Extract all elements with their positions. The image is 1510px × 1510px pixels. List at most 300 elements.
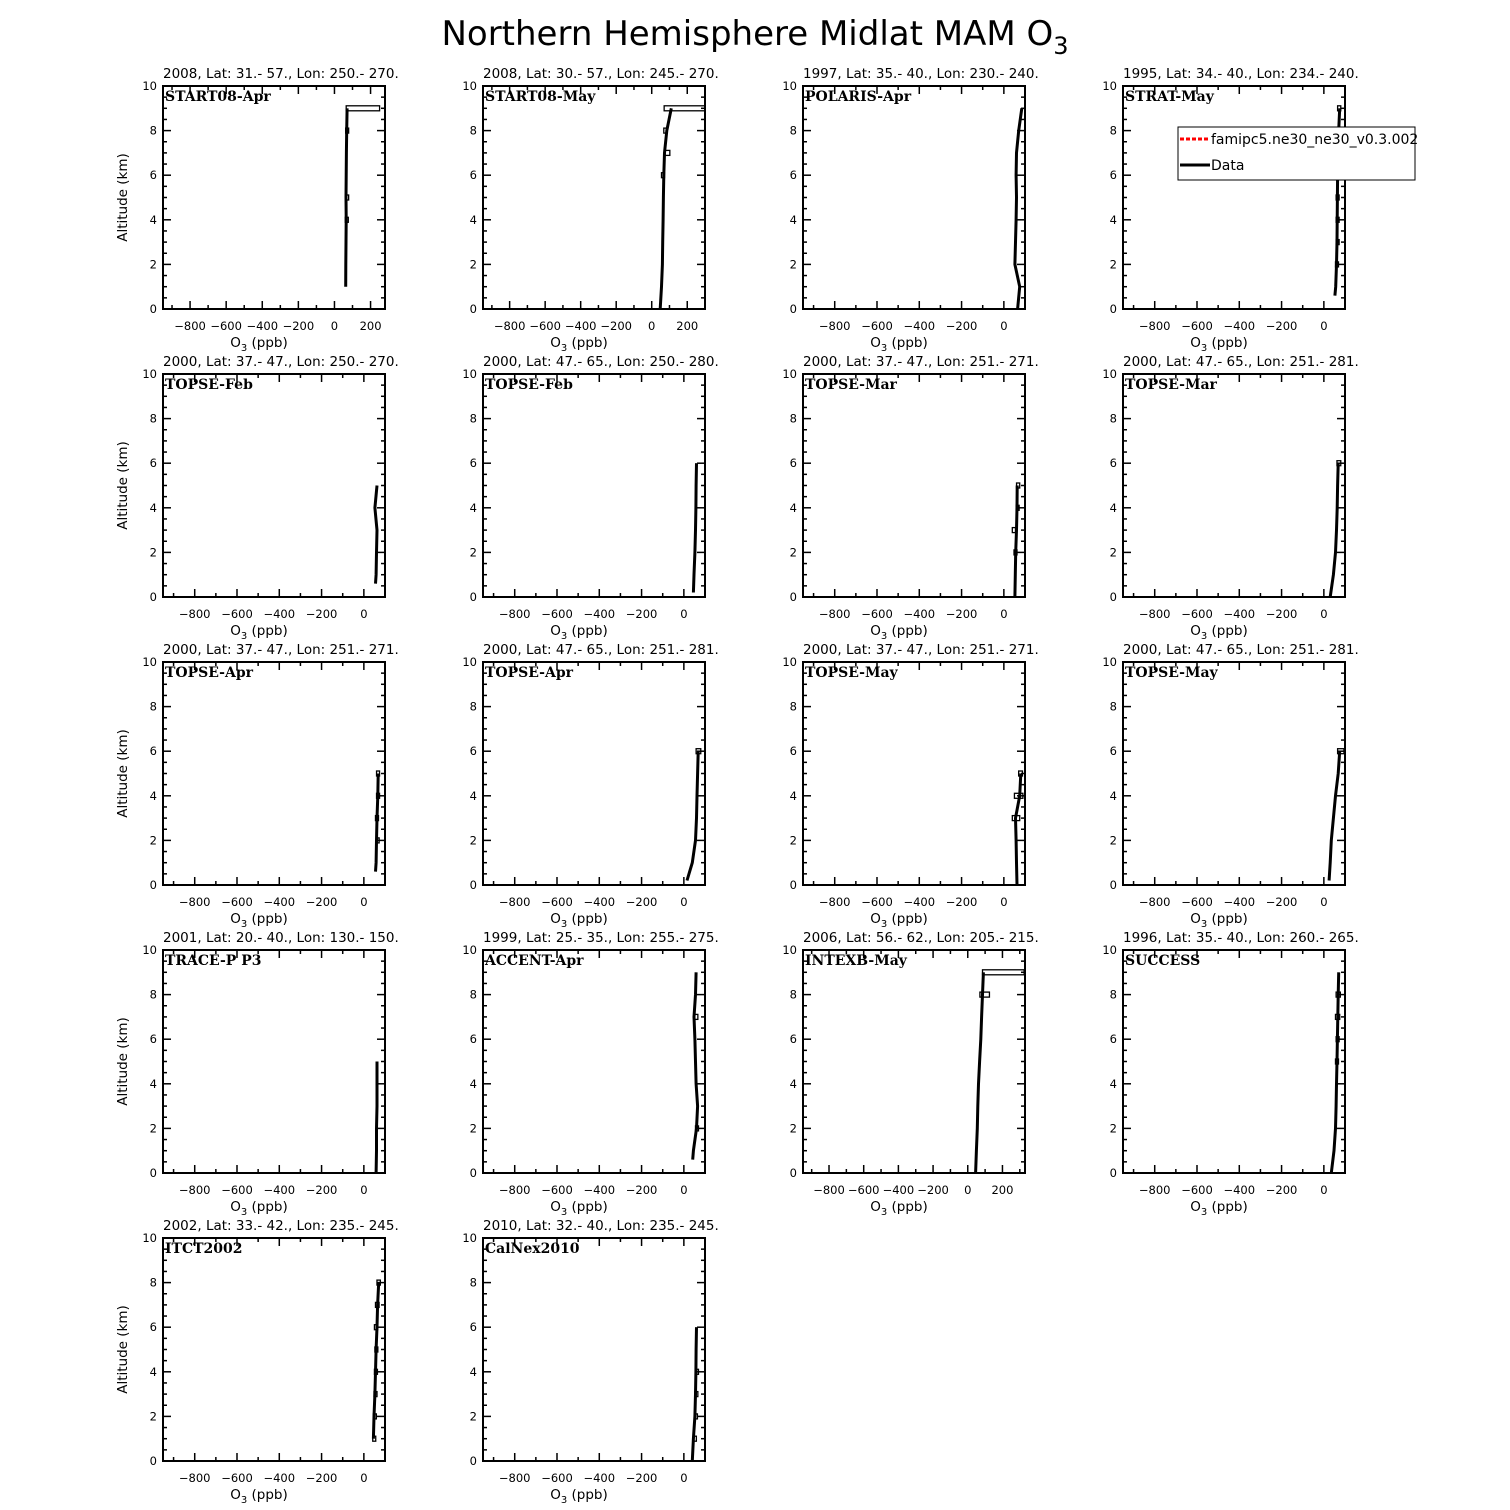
- y-tick-label: 8: [469, 123, 477, 138]
- x-tick-label: 0: [680, 895, 688, 909]
- data-series-line: [346, 108, 347, 286]
- x-tick-label: −400: [1223, 607, 1256, 621]
- data-series-line: [1331, 972, 1338, 1173]
- plot-frame: [483, 374, 705, 597]
- y-tick-label: 8: [789, 699, 797, 714]
- x-tick-label: −600: [1181, 607, 1213, 621]
- y-tick-label: 4: [1109, 1076, 1117, 1091]
- plot-frame: [803, 374, 1025, 597]
- x-tick-label: −800: [178, 895, 211, 909]
- x-tick-label: 200: [359, 319, 382, 333]
- y-tick-label: 10: [1102, 655, 1117, 669]
- campaign-label: TOPSE-Feb: [485, 377, 573, 393]
- x-tick-label: 0: [1000, 319, 1008, 333]
- y-tick-label: 6: [469, 1032, 477, 1047]
- y-tick-label: 4: [469, 500, 477, 515]
- campaign-label: SUCCESS: [1125, 953, 1201, 969]
- y-tick-label: 10: [142, 79, 157, 93]
- x-tick-label: −800: [498, 1471, 531, 1485]
- y-tick-label: 8: [469, 987, 477, 1002]
- panel-10: [462, 642, 718, 930]
- panel-14: [462, 930, 718, 1218]
- y-tick-label: 2: [149, 1409, 157, 1424]
- data-series-line: [1015, 486, 1017, 598]
- campaign-label: TOPSE-May: [805, 665, 898, 681]
- x-tick-label: −600: [221, 1183, 253, 1197]
- panel-title: 2000, Lat: 47.- 65., Lon: 251.- 281.: [1123, 642, 1359, 658]
- x-tick-label: −400: [263, 607, 296, 621]
- y-tick-label: 2: [789, 1121, 797, 1136]
- x-tick-label: −800: [498, 1183, 531, 1197]
- panel-title: 2000, Lat: 47.- 65., Lon: 250.- 280.: [483, 354, 719, 370]
- panel-title: 1999, Lat: 25.- 35., Lon: 255.- 275.: [483, 930, 719, 946]
- y-tick-label: 6: [469, 168, 477, 183]
- x-tick-label: 0: [360, 895, 368, 909]
- x-tick-label: −600: [861, 319, 893, 333]
- panel-9: [115, 642, 399, 930]
- y-tick-label: 0: [469, 1166, 477, 1180]
- y-tick-label: 6: [149, 1320, 157, 1335]
- x-tick-label: −800: [818, 319, 851, 333]
- y-tick-label: 2: [149, 257, 157, 272]
- data-series-line: [693, 972, 698, 1159]
- y-axis-label: Altitude (km): [115, 1305, 131, 1394]
- x-tick-label: −400: [903, 607, 936, 621]
- y-tick-label: 0: [469, 302, 477, 316]
- x-tick-label: −400: [1223, 1183, 1256, 1197]
- x-tick-label: −600: [221, 1471, 253, 1485]
- y-tick-label: 10: [1102, 79, 1117, 93]
- y-tick-label: 2: [789, 257, 797, 272]
- y-tick-label: 6: [469, 1320, 477, 1335]
- figure-title: [441, 14, 1068, 60]
- y-tick-label: 6: [469, 744, 477, 759]
- y-tick-label: 4: [469, 212, 477, 227]
- panels: [115, 66, 1359, 1506]
- y-tick-label: 0: [1109, 302, 1117, 316]
- panel-title: 2006, Lat: 56.- 62., Lon: 205.- 215.: [803, 930, 1039, 946]
- panel-title: 2001, Lat: 20.- 40., Lon: 130.- 150.: [163, 930, 399, 946]
- x-tick-label: −400: [564, 319, 597, 333]
- y-tick-label: 2: [469, 833, 477, 848]
- panel-title: 2008, Lat: 30.- 57., Lon: 245.- 270.: [483, 66, 719, 82]
- x-tick-label: −600: [541, 1183, 573, 1197]
- plot-frame: [483, 662, 705, 885]
- y-tick-label: 0: [789, 302, 797, 316]
- x-tick-label: −800: [178, 607, 211, 621]
- campaign-label: TOPSE-May: [1125, 665, 1218, 681]
- x-tick-label: 0: [648, 319, 656, 333]
- x-tick-label: 200: [676, 319, 699, 333]
- x-tick-label: 0: [1320, 319, 1328, 333]
- campaign-label: START08-May: [485, 89, 596, 105]
- y-tick-label: 6: [1109, 1032, 1117, 1047]
- x-tick-label: −400: [903, 895, 936, 909]
- plot-frame: [1123, 662, 1345, 885]
- y-tick-label: 4: [149, 788, 157, 803]
- x-tick-label: −800: [178, 1471, 211, 1485]
- panel-title: 2000, Lat: 37.- 47., Lon: 251.- 271.: [803, 354, 1039, 370]
- x-axis-label: $O_3$ (ppb): [870, 911, 928, 930]
- x-tick-label: −800: [178, 1183, 211, 1197]
- x-tick-label: −600: [529, 319, 561, 333]
- plot-frame: [803, 950, 1025, 1173]
- y-axis-label: Altitude (km): [115, 153, 131, 242]
- plot-frame: [483, 86, 705, 309]
- x-tick-label: −600: [1181, 319, 1213, 333]
- x-tick-label: 0: [680, 1183, 688, 1197]
- y-tick-label: 2: [469, 1409, 477, 1424]
- campaign-label: ACCENT-Apr: [485, 953, 584, 969]
- x-tick-label: −200: [1265, 1183, 1298, 1197]
- plot-frame: [1123, 86, 1345, 309]
- panel-12: [1102, 642, 1358, 930]
- x-tick-label: −200: [1265, 319, 1298, 333]
- x-tick-label: −800: [498, 607, 531, 621]
- campaign-label: TOPSE-Mar: [1125, 377, 1217, 393]
- legend-label: famipc5.ne30_ne30_v0.3.002: [1211, 132, 1419, 148]
- y-tick-label: 8: [469, 1275, 477, 1290]
- y-tick-label: 8: [149, 699, 157, 714]
- data-series-line: [1330, 463, 1338, 597]
- x-tick-label: −800: [818, 895, 851, 909]
- y-tick-label: 4: [149, 500, 157, 515]
- panel-2: [462, 66, 718, 354]
- x-tick-label: −400: [903, 319, 936, 333]
- x-tick-label: −400: [1223, 895, 1256, 909]
- x-axis-label: $O_3$ (ppb): [870, 623, 928, 642]
- y-tick-label: 8: [789, 411, 797, 426]
- figure-title-subscript: 3: [1053, 32, 1069, 60]
- x-tick-label: −600: [221, 895, 253, 909]
- y-tick-label: 8: [149, 411, 157, 426]
- y-tick-label: 6: [149, 744, 157, 759]
- x-axis-label: $O_3$ (ppb): [230, 623, 288, 642]
- panel-5: [115, 354, 399, 642]
- x-tick-label: −800: [1138, 607, 1171, 621]
- y-tick-label: 2: [469, 257, 477, 272]
- x-tick-label: −200: [917, 1183, 949, 1197]
- y-tick-label: 8: [1109, 987, 1117, 1002]
- x-tick-label: −400: [583, 607, 616, 621]
- x-tick-label: −200: [625, 895, 658, 909]
- panel-13: [115, 930, 399, 1218]
- campaign-label: POLARIS-Apr: [805, 89, 912, 105]
- y-tick-label: 8: [149, 987, 157, 1002]
- y-tick-label: 10: [142, 655, 157, 669]
- y-tick-label: 0: [789, 878, 797, 892]
- x-axis-label: $O_3$ (ppb): [230, 335, 288, 354]
- data-series-line: [1016, 774, 1021, 886]
- x-tick-label: 0: [680, 607, 688, 621]
- plot-frame: [163, 1238, 385, 1461]
- data-series-line: [660, 108, 671, 309]
- y-tick-label: 4: [149, 1076, 157, 1091]
- x-tick-label: −400: [1223, 319, 1256, 333]
- x-tick-label: 0: [680, 1471, 688, 1485]
- y-tick-label: 10: [142, 367, 157, 381]
- legend: [1178, 127, 1418, 180]
- data-series-line: [687, 751, 698, 880]
- x-tick-label: −400: [263, 895, 296, 909]
- y-tick-label: 10: [782, 79, 797, 93]
- x-tick-label: 200: [991, 1183, 1014, 1197]
- y-tick-label: 8: [149, 1275, 157, 1290]
- y-tick-label: 10: [462, 655, 477, 669]
- x-axis-label: $O_3$ (ppb): [1190, 911, 1248, 930]
- panel-title: 2000, Lat: 37.- 47., Lon: 251.- 271.: [163, 642, 399, 658]
- y-tick-label: 2: [1109, 545, 1117, 560]
- panel-title: 1996, Lat: 35.- 40., Lon: 260.- 265.: [1123, 930, 1359, 946]
- panel-17: [115, 1218, 399, 1506]
- x-tick-label: −200: [282, 319, 315, 333]
- y-axis-label: Altitude (km): [115, 441, 131, 530]
- y-tick-label: 2: [469, 1121, 477, 1136]
- y-tick-label: 10: [782, 943, 797, 957]
- y-tick-label: 0: [469, 1454, 477, 1468]
- x-tick-label: −800: [1138, 319, 1171, 333]
- x-axis-label: $O_3$ (ppb): [1190, 1199, 1248, 1218]
- data-series-line: [376, 1062, 377, 1174]
- x-tick-label: −400: [583, 1183, 616, 1197]
- y-tick-label: 6: [789, 744, 797, 759]
- y-tick-label: 4: [789, 788, 797, 803]
- panel-title: 2010, Lat: 32.- 40., Lon: 235.- 245.: [483, 1218, 719, 1234]
- panel-8: [1102, 354, 1358, 642]
- x-axis-label: $O_3$ (ppb): [230, 1487, 288, 1506]
- panel-18: [462, 1218, 718, 1506]
- y-tick-label: 10: [462, 1231, 477, 1245]
- y-tick-label: 10: [782, 367, 797, 381]
- figure-title-main: Northern Hemisphere Midlat MAM O: [441, 14, 1054, 54]
- plot-frame: [483, 1238, 705, 1461]
- y-tick-label: 2: [1109, 833, 1117, 848]
- plot-frame: [163, 950, 385, 1173]
- campaign-label: TOPSE-Apr: [485, 665, 574, 681]
- x-tick-label: 0: [1320, 607, 1328, 621]
- x-tick-label: 0: [1000, 895, 1008, 909]
- x-axis-label: $O_3$ (ppb): [550, 1199, 608, 1218]
- panel-1: [115, 66, 399, 354]
- campaign-label: ITCT2002: [165, 1241, 243, 1257]
- y-tick-label: 8: [789, 987, 797, 1002]
- data-series-line: [1329, 751, 1340, 880]
- y-tick-label: 2: [149, 1121, 157, 1136]
- y-tick-label: 8: [469, 411, 477, 426]
- y-tick-label: 8: [149, 123, 157, 138]
- plot-frame: [163, 662, 385, 885]
- campaign-label: TOPSE-Feb: [165, 377, 253, 393]
- y-tick-label: 10: [1102, 367, 1117, 381]
- y-tick-label: 6: [149, 168, 157, 183]
- x-tick-label: −600: [541, 607, 573, 621]
- x-tick-label: −200: [625, 1183, 658, 1197]
- panel-title: 2000, Lat: 47.- 65., Lon: 251.- 281.: [1123, 354, 1359, 370]
- x-tick-label: 0: [1000, 607, 1008, 621]
- panel-title: 2002, Lat: 33.- 42., Lon: 235.- 245.: [163, 1218, 399, 1234]
- y-tick-label: 10: [782, 655, 797, 669]
- panel-7: [782, 354, 1038, 642]
- y-tick-label: 4: [1109, 212, 1117, 227]
- x-tick-label: 0: [360, 1471, 368, 1485]
- x-tick-label: 0: [330, 319, 339, 333]
- campaign-label: START08-Apr: [165, 89, 271, 105]
- plot-frame: [483, 950, 705, 1173]
- data-series-line: [1015, 108, 1022, 309]
- x-tick-label: −600: [221, 607, 253, 621]
- y-tick-label: 2: [149, 833, 157, 848]
- x-axis-label: $O_3$ (ppb): [550, 1487, 608, 1506]
- y-tick-label: 6: [789, 1032, 797, 1047]
- x-tick-label: −200: [625, 1471, 658, 1485]
- y-tick-label: 6: [1109, 744, 1117, 759]
- y-tick-label: 0: [149, 1454, 157, 1468]
- x-tick-label: −400: [583, 1471, 616, 1485]
- x-tick-label: −800: [818, 607, 851, 621]
- y-tick-label: 4: [789, 212, 797, 227]
- x-tick-label: −200: [1265, 607, 1298, 621]
- y-tick-label: 10: [142, 943, 157, 957]
- y-axis-label: Altitude (km): [115, 1017, 131, 1106]
- campaign-label: INTEXB-May: [805, 953, 907, 969]
- plot-frame: [1123, 950, 1345, 1173]
- y-tick-label: 4: [789, 1076, 797, 1091]
- plot-frame: [163, 374, 385, 597]
- plot-frame: [803, 662, 1025, 885]
- y-axis-label: Altitude (km): [115, 729, 131, 818]
- y-tick-label: 2: [789, 833, 797, 848]
- panel-16: [1102, 930, 1358, 1218]
- y-tick-label: 2: [789, 545, 797, 560]
- x-tick-label: −200: [625, 607, 658, 621]
- x-tick-label: −200: [1265, 895, 1298, 909]
- y-tick-label: 0: [149, 1166, 157, 1180]
- x-tick-label: 0: [1320, 895, 1328, 909]
- y-tick-label: 6: [469, 456, 477, 471]
- x-tick-label: −400: [246, 319, 279, 333]
- data-series-line: [693, 463, 696, 592]
- x-axis-label: $O_3$ (ppb): [1190, 335, 1248, 354]
- x-tick-label: −800: [493, 319, 526, 333]
- x-tick-label: −800: [813, 1183, 845, 1197]
- y-tick-label: 6: [1109, 168, 1117, 183]
- y-tick-label: 4: [469, 1076, 477, 1091]
- data-series-line: [376, 774, 379, 872]
- y-tick-label: 4: [469, 1364, 477, 1379]
- campaign-label: TOPSE-Apr: [165, 665, 254, 681]
- panel-title: 2000, Lat: 37.- 47., Lon: 250.- 270.: [163, 354, 399, 370]
- range-box: [983, 970, 1025, 975]
- y-tick-label: 4: [1109, 788, 1117, 803]
- panel-title: 2008, Lat: 31.- 57., Lon: 250.- 270.: [163, 66, 399, 82]
- y-tick-label: 6: [789, 168, 797, 183]
- y-tick-label: 2: [469, 545, 477, 560]
- x-tick-label: −200: [600, 319, 632, 333]
- x-tick-label: −400: [263, 1471, 296, 1485]
- x-axis-label: $O_3$ (ppb): [550, 623, 608, 642]
- x-tick-label: −200: [305, 1471, 338, 1485]
- x-tick-label: −600: [541, 895, 573, 909]
- plot-frame: [1123, 374, 1345, 597]
- x-tick-label: −600: [210, 319, 242, 333]
- y-tick-label: 6: [789, 456, 797, 471]
- y-tick-label: 0: [789, 590, 797, 604]
- x-tick-label: −200: [945, 895, 978, 909]
- panel-title: 1997, Lat: 35.- 40., Lon: 230.- 240.: [803, 66, 1039, 82]
- legend-label: Data: [1211, 158, 1245, 174]
- x-tick-label: −600: [1181, 1183, 1213, 1197]
- x-tick-label: −200: [945, 319, 978, 333]
- x-axis-label: $O_3$ (ppb): [870, 335, 928, 354]
- x-axis-label: $O_3$ (ppb): [1190, 623, 1248, 642]
- x-tick-label: −800: [1138, 895, 1171, 909]
- y-tick-label: 10: [462, 367, 477, 381]
- x-axis-label: $O_3$ (ppb): [230, 911, 288, 930]
- x-tick-label: 0: [360, 607, 368, 621]
- panel-3: [782, 66, 1038, 354]
- x-tick-label: −800: [498, 895, 531, 909]
- y-tick-label: 2: [1109, 257, 1117, 272]
- panel-15: [782, 930, 1038, 1218]
- y-tick-label: 8: [1109, 123, 1117, 138]
- plot-frame: [803, 86, 1025, 309]
- x-axis-label: $O_3$ (ppb): [870, 1199, 928, 1218]
- campaign-label: STRAT-May: [1125, 89, 1214, 105]
- y-tick-label: 0: [1109, 878, 1117, 892]
- y-tick-label: 0: [1109, 590, 1117, 604]
- y-tick-label: 6: [1109, 456, 1117, 471]
- campaign-label: TRACE-P P3: [165, 953, 262, 969]
- x-tick-label: −600: [1181, 895, 1213, 909]
- y-tick-label: 0: [149, 878, 157, 892]
- y-tick-label: 0: [149, 590, 157, 604]
- y-tick-label: 8: [1109, 699, 1117, 714]
- x-tick-label: −800: [174, 319, 206, 333]
- x-tick-label: −400: [583, 895, 616, 909]
- x-tick-label: −200: [305, 1183, 338, 1197]
- campaign-label: TOPSE-Mar: [805, 377, 897, 393]
- panel-title: 2000, Lat: 37.- 47., Lon: 251.- 271.: [803, 642, 1039, 658]
- y-tick-label: 4: [469, 788, 477, 803]
- y-tick-label: 0: [469, 878, 477, 892]
- y-tick-label: 4: [1109, 500, 1117, 515]
- x-tick-label: −600: [541, 1471, 573, 1485]
- x-tick-label: −400: [882, 1183, 915, 1197]
- x-tick-label: 0: [1320, 1183, 1328, 1197]
- y-tick-label: 10: [462, 79, 477, 93]
- y-tick-label: 4: [789, 500, 797, 515]
- x-axis-label: $O_3$ (ppb): [230, 1199, 288, 1218]
- y-tick-label: 6: [149, 456, 157, 471]
- panel-title: 2000, Lat: 47.- 65., Lon: 251.- 281.: [483, 642, 719, 658]
- y-tick-label: 10: [462, 943, 477, 957]
- y-tick-label: 0: [469, 590, 477, 604]
- y-tick-label: 10: [142, 1231, 157, 1245]
- y-tick-label: 8: [1109, 411, 1117, 426]
- x-axis-label: $O_3$ (ppb): [550, 911, 608, 930]
- x-tick-label: 0: [964, 1183, 972, 1197]
- data-series-line: [375, 486, 377, 584]
- y-tick-label: 4: [149, 1364, 157, 1379]
- x-tick-label: −400: [263, 1183, 296, 1197]
- panel-6: [462, 354, 718, 642]
- data-series-line: [976, 972, 984, 1173]
- y-tick-label: 0: [1109, 1166, 1117, 1180]
- y-tick-label: 10: [1102, 943, 1117, 957]
- y-tick-label: 2: [1109, 1121, 1117, 1136]
- x-tick-label: −600: [847, 1183, 880, 1197]
- x-tick-label: −200: [305, 895, 338, 909]
